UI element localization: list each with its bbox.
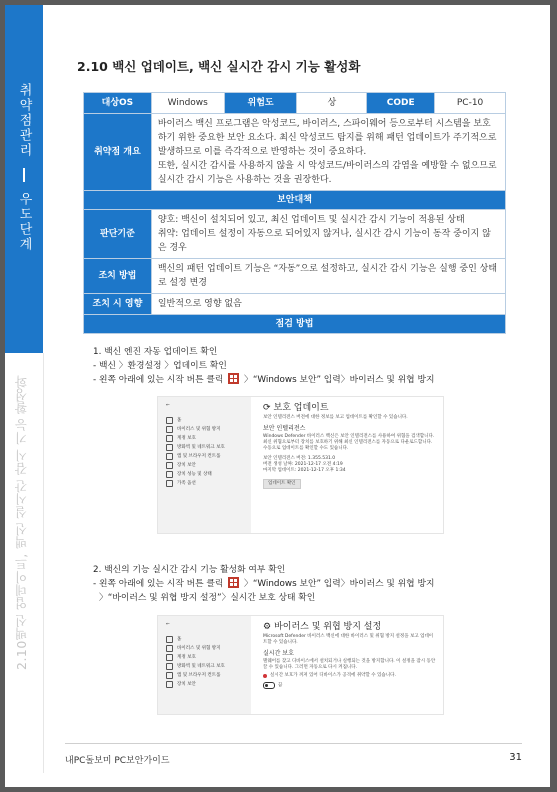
sidebar-section-title: 2.10백신 업데이트, 백신 실시간 감시 기능 활성화 <box>14 374 29 670</box>
virus-settings-title <box>263 624 437 630</box>
nav-item[interactable] <box>166 671 251 680</box>
footer-guide-title: 내PC돌보미 PC보안가이드 <box>65 756 170 766</box>
virus-settings-desc: Microsoft Defender 바이러스 백신에 대한 바이러스 및 위협 방지 설정을 보고 업데이트할 수 있습니다. <box>263 634 434 645</box>
page-number: 31 <box>509 752 522 763</box>
check-updates-button[interactable]: 업데이트 확인 <box>263 479 301 489</box>
refresh-icon: ⟳ <box>263 403 271 413</box>
sidebar-chapter <box>5 5 43 353</box>
nav-item-icon <box>166 645 173 652</box>
step2-line2: 〉“바이러스 및 위협 방지 설정”〉실시간 보호 상태 확인 <box>99 593 316 603</box>
nav-item[interactable] <box>166 452 251 461</box>
measure-section-header: 보안대책 <box>84 191 506 210</box>
sidebar-rule <box>43 353 44 773</box>
security-intelligence-heading: 보안 인텔리전스 <box>263 425 306 432</box>
table-row <box>84 114 506 191</box>
screenshot-nav-pane <box>158 397 251 533</box>
step1-heading: 1. 백신 엔진 자동 업데이트 확인 <box>93 347 218 357</box>
step1-line1: - 백신 〉환경설정 〉업데이트 확인 <box>93 361 227 371</box>
table-row <box>84 93 506 114</box>
nav-item-icon <box>166 444 173 451</box>
nav-item[interactable] <box>166 680 251 689</box>
footer-rule <box>65 743 522 744</box>
nav-item[interactable] <box>166 434 251 443</box>
security-intelligence-desc: Windows Defender 바이러스 백신은 보안 인텔리전스를 사용하여 위협을 검색합니다. 최신 위협으로부터 장치를 보호하기 위해 최신 인텔리전스를 자동으로 다운로드합니다. 수동으로 업데이트를 확인할 수도 있습니다. <box>263 434 435 451</box>
criteria-cell <box>151 210 505 259</box>
nav-item[interactable] <box>166 662 251 671</box>
realtime-toggle-row <box>263 682 437 689</box>
nav-item-label: 앱 및 브라우저 컨트롤 <box>177 673 221 678</box>
check-section-header: 점검 방법 <box>84 315 506 334</box>
version-line: 보안 인텔리전스 버전: 1.355.531.0 <box>263 456 336 461</box>
nav-item-label: 앱 및 브라우저 컨트롤 <box>177 454 221 459</box>
target-os-value: Windows <box>151 93 224 114</box>
step2-line1-start: - 왼쪽 아래에 있는 시작 버튼 클릭 <box>93 579 224 589</box>
back-arrow-icon: ← <box>166 622 170 627</box>
screenshot-content <box>263 405 437 489</box>
settings-icon: ⚙ <box>263 622 272 632</box>
action-value: 백신의 패턴 업데이트 기능은 “자동”으로 설정하고, 실시간 감시 기능은 실행 중인 상태로 설정 변경 <box>151 259 505 294</box>
document-page <box>5 5 550 787</box>
step2-heading: 2. 백신의 기능 실시간 감시 기능 활성화 여부 확인 <box>93 565 286 575</box>
sidebar-chapter-title: 취약점관리 <box>16 83 32 158</box>
table-row <box>84 191 506 210</box>
impact-value: 일반적으로 영향 없음 <box>151 294 505 315</box>
warning-icon <box>263 674 267 678</box>
step2-line1 <box>93 577 434 591</box>
overview-header: 취약점 개요 <box>84 114 152 191</box>
last-update: 마지막 업데이트: 2021-12-17 오후 1:34 <box>263 468 346 473</box>
realtime-toggle-label: 끔 <box>278 682 283 688</box>
realtime-protection-heading: 실시간 보호 <box>263 650 294 657</box>
nav-item-label: 방화벽 및 네트워크 보호 <box>177 445 225 450</box>
nav-item-icon <box>166 672 173 679</box>
step1-line2-start: - 왼쪽 아래에 있는 시작 버튼 클릭 <box>93 375 224 385</box>
criteria-good: 양호: 백신이 설치되어 있고, 최신 업데이트 및 실시간 감시 기능이 적용된 상태 <box>157 215 465 225</box>
back-arrow-icon: ← <box>166 403 170 408</box>
nav-item[interactable] <box>166 644 251 653</box>
nav-item-label: 장치 성능 및 상태 <box>177 472 212 477</box>
nav-item-icon <box>166 426 173 433</box>
screenshot-nav-pane <box>158 616 251 714</box>
step1-block <box>93 345 434 387</box>
windows-start-icon <box>228 577 239 588</box>
nav-item-icon <box>166 471 173 478</box>
nav-item[interactable] <box>166 416 251 425</box>
step2-block <box>93 563 434 605</box>
nav-item-icon <box>166 663 173 670</box>
overview-text: 바이러스 백신 프로그램은 악성코드, 바이러스, 스파이웨어 등으로부터 시스템을 보호하기 위한 중요한 보안 요소다. 최신 악성코드 탐지를 위해 패턴 업데이트가 주기적으로 발생하므로 이를 즉각적으로 반영하는 것이 중요하다. <box>157 119 497 157</box>
nav-item-icon <box>166 417 173 424</box>
screenshot-nav-list <box>158 410 251 488</box>
table-row <box>84 259 506 294</box>
nav-item-label: 장치 보안 <box>177 682 196 687</box>
nav-item-icon <box>166 480 173 487</box>
protection-update-screenshot <box>157 396 444 534</box>
realtime-warning-text: 실시간 보호가 꺼져 있어 디바이스가 공격에 취약할 수 있습니다. <box>270 673 396 678</box>
nav-item-label: 가족 옵션 <box>177 481 196 486</box>
nav-item-icon <box>166 681 173 688</box>
step1-line2-end: 〉“Windows 보안” 입력〉바이러스 및 위협 방지 <box>244 375 435 385</box>
screenshot-nav-list <box>158 629 251 689</box>
page-title: 2.10 백신 업데이트, 백신 실시간 감시 기능 활성화 <box>77 59 361 74</box>
protection-update-title-text: 보호 업데이트 <box>273 403 329 413</box>
table-row <box>84 294 506 315</box>
nav-item[interactable] <box>166 443 251 452</box>
nav-item-label: 장치 보안 <box>177 463 196 468</box>
table-row <box>84 210 506 259</box>
nav-item-icon <box>166 435 173 442</box>
nav-item[interactable] <box>166 635 251 644</box>
sidebar-divider <box>23 168 25 182</box>
nav-item-icon <box>166 636 173 643</box>
nav-item[interactable] <box>166 479 251 488</box>
nav-item[interactable] <box>166 461 251 470</box>
nav-item-label: 방화벽 및 네트워크 보호 <box>177 664 225 669</box>
nav-item-label: 홈 <box>177 418 182 423</box>
nav-item[interactable] <box>166 653 251 662</box>
risk-header: 위험도 <box>224 93 297 114</box>
overview-text-2: 또한, 실시간 감시를 사용하지 않을 시 악성코드/바이러스의 감염을 예방할 수 없으므로 실시간 감시 기능은 사용하는 것을 권장한다. <box>157 161 497 185</box>
nav-item-icon <box>166 654 173 661</box>
criteria-bad: 취약: 업데이트 설정이 자동으로 되어있지 않거나, 실시간 감시 기능이 동작 중이지 않은 경우 <box>157 229 491 253</box>
nav-item-label: 계정 보호 <box>177 436 196 441</box>
sidebar-chapter-sub: 우도단계 <box>16 192 32 252</box>
action-header: 조치 방법 <box>84 259 152 294</box>
realtime-toggle[interactable] <box>263 682 275 689</box>
virus-settings-title-text: 바이러스 및 위협 방지 설정 <box>274 622 382 632</box>
protection-update-desc: 보안 인텔리전스 버전에 대한 정보를 보고 업데이트를 확인할 수 있습니다. <box>263 415 408 420</box>
windows-start-icon <box>228 373 239 384</box>
vulnerability-table <box>83 92 506 334</box>
nav-item-label: 바이러스 및 위협 방지 <box>177 646 221 651</box>
realtime-warning <box>263 673 437 679</box>
step2-line1-end: 〉“Windows 보안” 입력〉바이러스 및 위협 방지 <box>244 579 435 589</box>
overview-cell <box>151 114 505 191</box>
protection-update-title <box>263 405 437 411</box>
step1-line2 <box>93 373 434 387</box>
code-value: PC-10 <box>435 93 506 114</box>
realtime-protection-desc: 맬웨어를 찾고 디바이스에서 설치되거나 실행되는 것을 방지합니다. 이 설정을 잠시 동안 끌 수 있습니다. 그러면 자동으로 다시 켜집니다. <box>263 659 436 670</box>
screenshot-content <box>263 624 437 689</box>
risk-value: 상 <box>297 93 367 114</box>
target-os-header: 대상OS <box>84 93 152 114</box>
table-row <box>84 315 506 334</box>
nav-item[interactable] <box>166 470 251 479</box>
nav-item-icon <box>166 462 173 469</box>
nav-item-label: 계정 보호 <box>177 655 196 660</box>
criteria-header: 판단기준 <box>84 210 152 259</box>
impact-header: 조치 시 영향 <box>84 294 152 315</box>
nav-item-label: 홈 <box>177 637 182 642</box>
nav-item-icon <box>166 453 173 460</box>
virus-settings-screenshot <box>157 615 444 715</box>
version-created: 버전 생성 날짜: 2021-12-17 오전 4:19 <box>263 462 343 467</box>
code-header: CODE <box>367 93 435 114</box>
nav-item[interactable] <box>166 425 251 434</box>
nav-item-label: 바이러스 및 위협 방지 <box>177 427 221 432</box>
